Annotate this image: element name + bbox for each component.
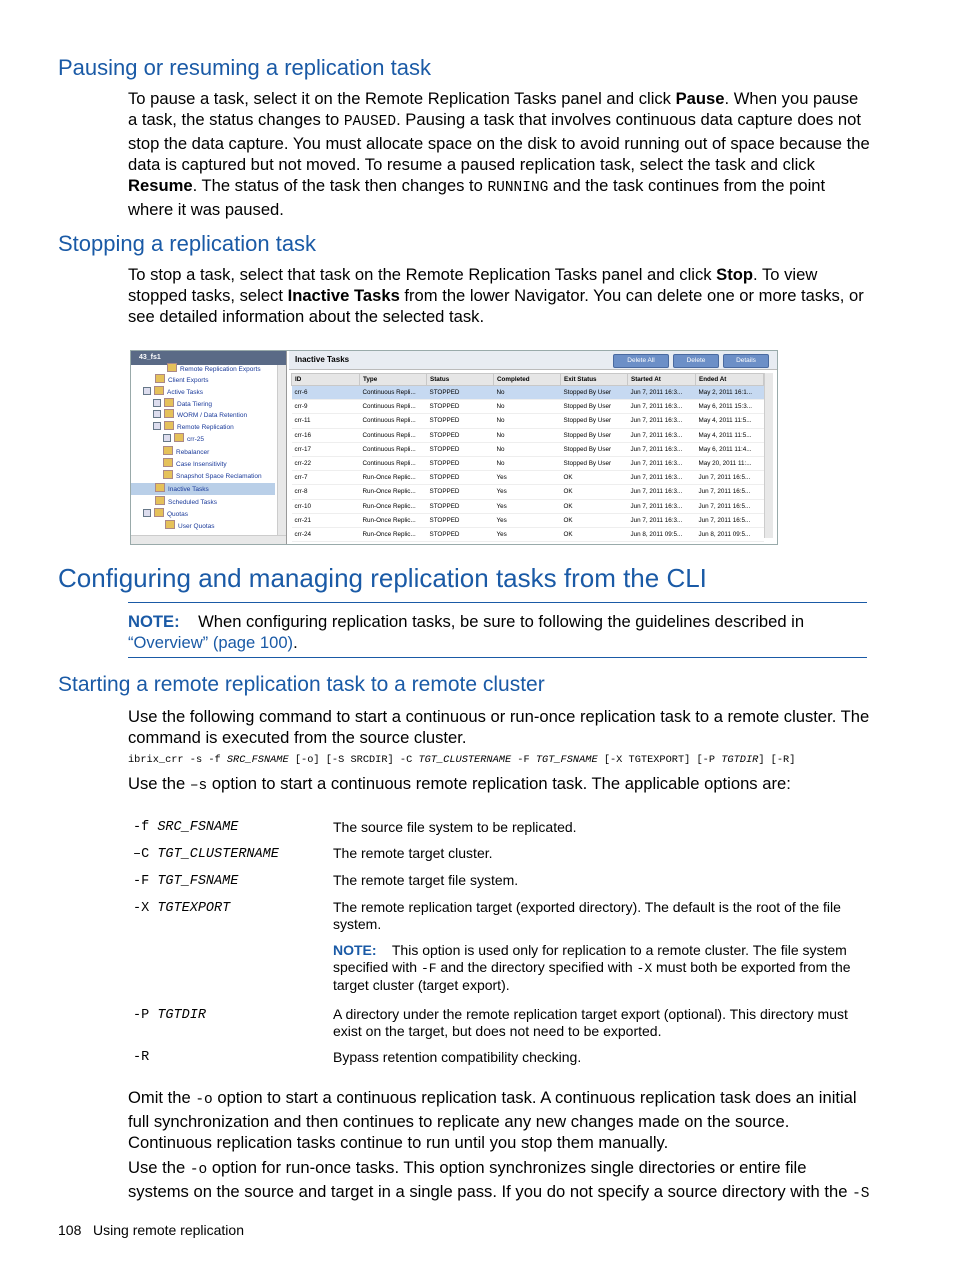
folder-icon xyxy=(155,374,165,383)
option-flag: –C TGT_CLUSTERNAME xyxy=(133,847,279,862)
folder-icon xyxy=(167,363,177,372)
tree-item[interactable]: Client Exports xyxy=(155,374,208,386)
tree-title: 43_fs1 xyxy=(131,351,286,365)
table-row[interactable] xyxy=(292,456,764,470)
option-note: NOTE: This option is used only for replication to a remote cluster. The file system specified with -F and the directory specified with -X must both be exported from the target cluster (target export). xyxy=(333,942,851,993)
table-cell: STOPPED xyxy=(427,456,494,470)
details-button[interactable]: Details xyxy=(723,354,769,368)
option-flag: -F TGT_FSNAME xyxy=(133,874,239,889)
table-cell: Stopped By User xyxy=(561,442,628,456)
table-cell: Run-Once Replic... xyxy=(360,499,427,513)
user-icon xyxy=(165,520,175,529)
gear-icon xyxy=(163,446,173,455)
option-desc: The remote target cluster. xyxy=(333,845,493,861)
tree-item[interactable]: User Quotas xyxy=(165,520,215,532)
table-cell: STOPPED xyxy=(427,499,494,513)
tree-item[interactable]: Data Tiering xyxy=(153,398,212,410)
tree-item[interactable]: Remote Replication Exports xyxy=(167,363,261,375)
tasks-table-header xyxy=(292,374,764,386)
tasks-table-body xyxy=(292,386,764,542)
inactive-tasks-screenshot xyxy=(130,350,778,545)
collapse-icon xyxy=(143,509,151,517)
expand-icon xyxy=(153,410,161,418)
paragraph-run-once: Use the -o option for run-once tasks. This option synchronizes single directories or entire file systems on the source and target in a single pass. If you do not specify a source directory with the -S xyxy=(128,1158,870,1202)
folder-icon xyxy=(154,386,164,395)
gear-icon xyxy=(163,458,173,467)
divider xyxy=(128,602,867,603)
option-flag: -f SRC_FSNAME xyxy=(133,820,239,835)
page-footer xyxy=(58,1222,244,1238)
table-cell: Stopped By User xyxy=(561,414,628,428)
table-cell: STOPPED xyxy=(427,386,494,400)
table-cell: May 2, 2011 16:1... xyxy=(696,386,764,400)
table-row[interactable] xyxy=(292,527,764,541)
table-cell: OK xyxy=(561,485,628,499)
table-cell: Continuous Repli... xyxy=(360,428,427,442)
tree-item[interactable]: Case Insensitivity xyxy=(163,458,227,470)
table-row[interactable] xyxy=(292,513,764,527)
option-flag: -P TGTDIR xyxy=(133,1008,206,1023)
table-cell: OK xyxy=(561,513,628,527)
tree-item[interactable]: Active Tasks xyxy=(143,386,203,398)
table-cell: Run-Once Replic... xyxy=(360,485,427,499)
paragraph-options-intro: Use the –s option to start a continuous remote replication task. The applicable options are: xyxy=(128,774,791,794)
option-desc: The source file system to be replicated. xyxy=(333,819,577,835)
heading-stopping: Stopping a replication task xyxy=(58,231,317,256)
table-vertical-scrollbar[interactable] xyxy=(764,373,773,538)
table-cell: May 6, 2011 15:3... xyxy=(696,400,764,414)
divider xyxy=(128,657,867,658)
table-cell: Continuous Repli... xyxy=(360,400,427,414)
table-cell: Jun 7, 2011 16:3... xyxy=(628,400,696,414)
tree-item-inactive-tasks[interactable]: Inactive Tasks xyxy=(131,483,275,495)
folder-icon xyxy=(154,508,164,517)
table-cell: Jun 7, 2011 16:3... xyxy=(628,456,696,470)
table-cell: Jun 7, 2011 16:5... xyxy=(696,513,764,527)
table-cell: Jun 7, 2011 16:5... xyxy=(696,499,764,513)
column-header[interactable]: Started At xyxy=(628,374,696,386)
table-cell: Stopped By User xyxy=(561,386,628,400)
table-cell: Run-Once Replic... xyxy=(360,527,427,541)
table-cell: crr-17 xyxy=(292,442,360,456)
tree-horizontal-scrollbar[interactable] xyxy=(131,535,286,544)
panel-header xyxy=(289,351,777,370)
folder-icon xyxy=(174,433,184,442)
table-cell: Continuous Repli... xyxy=(360,442,427,456)
table-cell: Continuous Repli... xyxy=(360,386,427,400)
tasks-table xyxy=(291,373,764,542)
table-cell: STOPPED xyxy=(427,428,494,442)
table-cell: STOPPED xyxy=(427,442,494,456)
tree-item[interactable]: Snapshot Space Reclamation xyxy=(163,470,262,482)
tree-item[interactable]: crr-25 xyxy=(163,433,204,445)
option-flag: -X TGTEXPORT xyxy=(133,901,231,916)
command-syntax: ibrix_crr -s -f SRC_FSNAME [-o] [-S SRCDIR] -C TGT_CLUSTERNAME -F TGT_FSNAME [-X TGTEXPORT] [-P TGTDIR] [-R] xyxy=(128,754,796,766)
table-row[interactable] xyxy=(292,499,764,513)
tree-item[interactable]: Rebalancer xyxy=(163,446,209,458)
expand-icon xyxy=(153,399,161,407)
table-cell: Jun 7, 2011 16:3... xyxy=(628,442,696,456)
table-cell: Jun 7, 2011 16:3... xyxy=(628,386,696,400)
table-cell: Yes xyxy=(494,527,561,541)
inactive-tasks-panel xyxy=(289,351,777,544)
table-cell: No xyxy=(494,442,561,456)
column-header[interactable]: Status xyxy=(427,374,494,386)
option-desc: The remote replication target (exported directory). The default is the root of the file system. xyxy=(333,899,841,932)
table-cell: OK xyxy=(561,527,628,541)
table-cell: crr-16 xyxy=(292,428,360,442)
option-desc: A directory under the remote replication target export (optional). This directory must exist on the target, but does not need to be exported. xyxy=(333,1006,848,1039)
table-cell: STOPPED xyxy=(427,527,494,541)
table-cell: Stopped By User xyxy=(561,456,628,470)
table-cell: crr-7 xyxy=(292,471,360,485)
column-header[interactable]: Exit Status xyxy=(561,374,628,386)
table-cell: Jun 7, 2011 16:5... xyxy=(696,471,764,485)
heading-cli: Configuring and managing replication tasks from the CLI xyxy=(58,563,707,593)
table-cell: Yes xyxy=(494,499,561,513)
table-cell: Yes xyxy=(494,485,561,499)
table-cell: Jun 8, 2011 09:5... xyxy=(628,527,696,541)
table-cell: Jun 7, 2011 16:5... xyxy=(696,485,764,499)
note-overview: NOTE: When configuring replication tasks, be sure to following the guidelines described in “Overview” (page 100). xyxy=(128,612,805,652)
table-cell: Jun 7, 2011 16:3... xyxy=(628,485,696,499)
table-cell: STOPPED xyxy=(427,414,494,428)
expand-icon xyxy=(163,434,171,442)
table-cell: Run-Once Replic... xyxy=(360,513,427,527)
table-cell: crr-9 xyxy=(292,400,360,414)
table-cell: crr-6 xyxy=(292,386,360,400)
table-cell: Continuous Repli... xyxy=(360,414,427,428)
folder-icon xyxy=(164,398,174,407)
gear-icon xyxy=(163,470,173,479)
table-cell: STOPPED xyxy=(427,485,494,499)
heading-pausing: Pausing or resuming a replication task xyxy=(58,55,431,80)
table-cell: Yes xyxy=(494,513,561,527)
table-cell: No xyxy=(494,456,561,470)
tree-item[interactable]: Scheduled Tasks xyxy=(155,496,217,508)
table-cell: crr-11 xyxy=(292,414,360,428)
table-cell: crr-21 xyxy=(292,513,360,527)
table-row[interactable] xyxy=(292,386,764,400)
tree-vertical-scrollbar[interactable] xyxy=(277,365,286,535)
paragraph-omit-o: Omit the -o option to start a continuous replication task. A continuous replication task does an initial full synchronization and then continues to replicate any new changes made on the source. Continuous replication tasks continue to run until you stop them manually. xyxy=(128,1088,857,1152)
tree-item[interactable]: Remote Replication xyxy=(153,421,234,433)
table-cell: Yes xyxy=(494,471,561,485)
table-cell: Stopped By User xyxy=(561,400,628,414)
option-desc: Bypass retention compatibility checking. xyxy=(333,1049,582,1065)
paragraph-starting: Use the following command to start a continuous or run-once replication task to a remote cluster. The command is executed from the source cluster. xyxy=(128,707,870,747)
folder-icon xyxy=(164,409,174,418)
table-cell: STOPPED xyxy=(427,400,494,414)
table-cell: May 4, 2011 11:5... xyxy=(696,414,764,428)
collapse-icon xyxy=(153,422,161,430)
table-cell: OK xyxy=(561,471,628,485)
table-cell: crr-10 xyxy=(292,499,360,513)
table-cell: No xyxy=(494,414,561,428)
table-cell: Jun 7, 2011 16:3... xyxy=(628,428,696,442)
table-cell: May 4, 2011 11:5... xyxy=(696,428,764,442)
folder-icon xyxy=(155,496,165,505)
option-desc: The remote target file system. xyxy=(333,872,519,888)
table-cell: Jun 7, 2011 16:3... xyxy=(628,499,696,513)
overview-link[interactable]: “Overview” (page 100) xyxy=(128,633,294,652)
heading-starting: Starting a remote replication task to a remote cluster xyxy=(58,673,545,696)
table-cell: crr-22 xyxy=(292,456,360,470)
table-row[interactable] xyxy=(292,428,764,442)
column-header[interactable]: Completed xyxy=(494,374,561,386)
folder-icon xyxy=(164,421,174,430)
footer-title: Using remote replication xyxy=(93,1222,244,1238)
expand-icon xyxy=(143,387,151,395)
table-cell: May 20, 2011 11:... xyxy=(696,456,764,470)
option-flag: -R xyxy=(133,1050,150,1065)
table-row[interactable] xyxy=(292,471,764,485)
table-cell: No xyxy=(494,428,561,442)
column-header[interactable]: ID xyxy=(292,374,360,386)
table-cell: Continuous Repli... xyxy=(360,456,427,470)
table-cell: Run-Once Replic... xyxy=(360,471,427,485)
column-header[interactable]: Type xyxy=(360,374,427,386)
table-row[interactable] xyxy=(292,485,764,499)
table-cell: Jun 8, 2011 09:5... xyxy=(696,527,764,541)
table-cell: May 6, 2011 11:4... xyxy=(696,442,764,456)
table-row[interactable] xyxy=(292,414,764,428)
paragraph-pausing: To pause a task, select it on the Remote Replication Tasks panel and click Pause. When you pause a task, the status changes to PAUSED. Pausing a task that involves continuous data capture does not stop the data capture. You must allocate space on the disk to avoid running out of space because the data is captured but not moved. To resume a paused replication task, select the task and click Resume. The status of the task then changes to RUNNING and the task continues from the point where it was paused. xyxy=(128,89,870,219)
table-cell: OK xyxy=(561,499,628,513)
table-cell: No xyxy=(494,386,561,400)
table-cell: STOPPED xyxy=(427,471,494,485)
delete-button[interactable]: Delete xyxy=(673,354,719,368)
table-cell: STOPPED xyxy=(427,513,494,527)
folder-icon xyxy=(155,483,165,492)
navigator-tree xyxy=(131,351,287,544)
table-row[interactable] xyxy=(292,400,764,414)
tree-item[interactable]: WORM / Data Retention xyxy=(153,409,247,421)
panel-title: Inactive Tasks xyxy=(295,355,350,364)
table-cell: crr-24 xyxy=(292,527,360,541)
table-cell: No xyxy=(494,400,561,414)
paragraph-stopping: To stop a task, select that task on the Remote Replication Tasks panel and click Stop. To view stopped tasks, select Inactive Tasks from the lower Navigator. You can delete one or more tasks, or see detailed information about the selected task. xyxy=(128,265,864,326)
table-row[interactable] xyxy=(292,442,764,456)
table-cell: Jun 7, 2011 16:3... xyxy=(628,414,696,428)
table-cell: crr-8 xyxy=(292,485,360,499)
table-cell: Jun 7, 2011 16:3... xyxy=(628,471,696,485)
delete-all-button[interactable]: Delete All xyxy=(613,354,669,368)
table-cell: Stopped By User xyxy=(561,428,628,442)
tree-item[interactable]: Quotas xyxy=(143,508,188,520)
column-header[interactable]: Ended At xyxy=(696,374,764,386)
page-number: 108 xyxy=(58,1222,82,1238)
table-cell: Jun 7, 2011 16:3... xyxy=(628,513,696,527)
